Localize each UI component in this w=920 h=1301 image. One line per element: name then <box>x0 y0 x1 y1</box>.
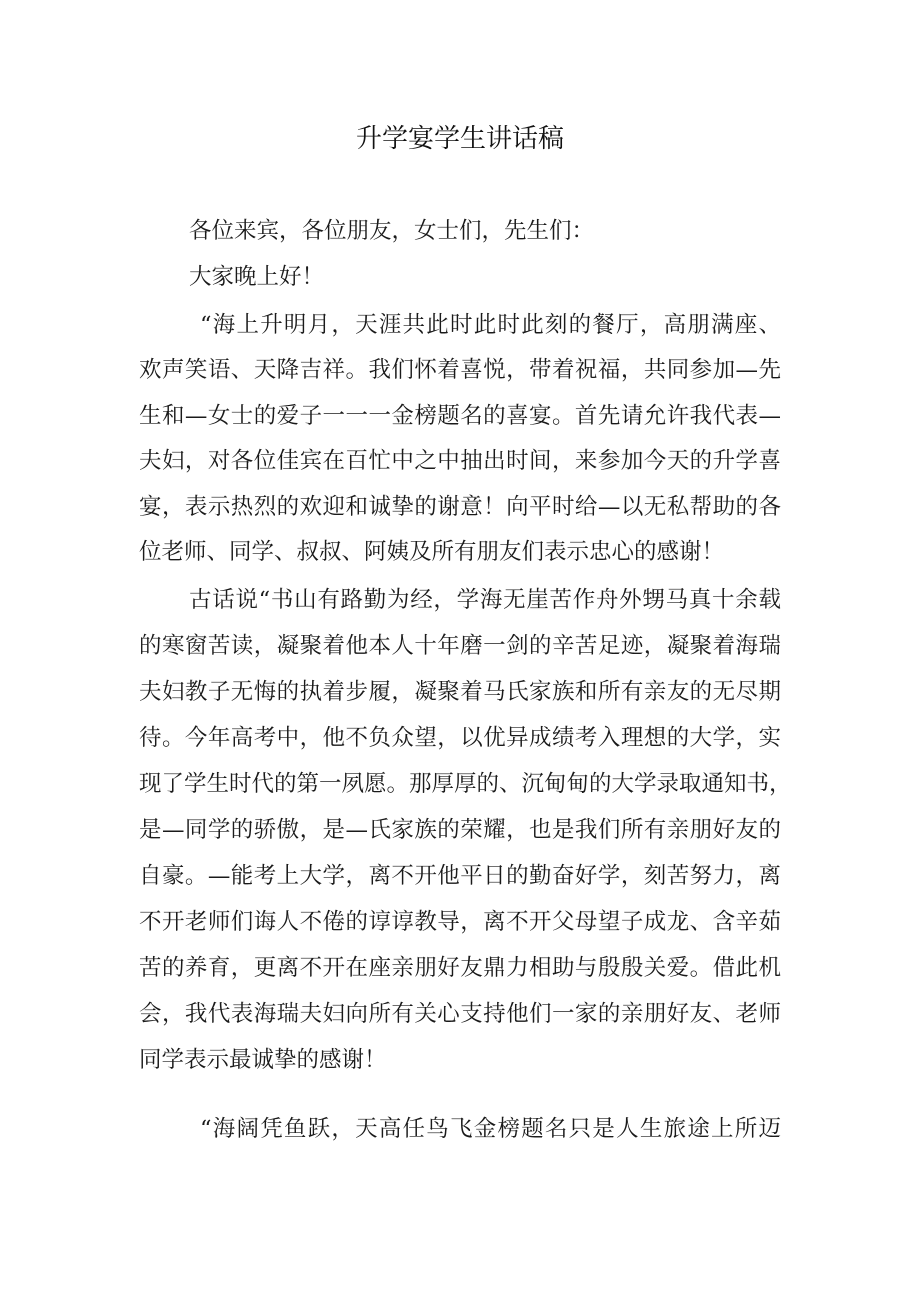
salutation-line: 各位来宾，各位朋友，女士们，先生们： <box>189 218 595 244</box>
paragraph-line: 生和—女士的爱子一一一金榜题名的喜宴。首先请允许我代表— <box>139 403 781 429</box>
document-title: 升学宴学生讲话稿 <box>355 124 564 154</box>
paragraph-line: 苦的养育，更离不开在座亲朋好友鼎力相助与殷殷关爱。借此机 <box>139 955 781 981</box>
paragraph-line: 现了学生时代的第一夙愿。那厚厚的、沉甸甸的大学录取通知书， <box>139 771 792 797</box>
paragraph-line: 同学表示最诚挚的感谢！ <box>139 1047 387 1073</box>
paragraph-line: 夫妇，对各位佳宾在百忙中之中抽出时间，来参加今天的升学喜 <box>139 448 781 474</box>
paragraph-line: “海阔凭鱼跃，天高任鸟飞金榜题名只是人生旅途上所迈 <box>200 1116 781 1142</box>
paragraph-line: 夫妇教子无悔的执着步履，凝聚着马氏家族和所有亲友的无尽期 <box>139 679 781 705</box>
paragraph-line: 自豪。—能考上大学，离不开他平日的勤奋好学，刻苦努力，离 <box>139 863 781 889</box>
paragraph-line: 位老师、同学、叔叔、阿姨及所有朋友们表示忠心的感谢！ <box>139 539 725 565</box>
paragraph-line: “海上升明月，天涯共此时此时此刻的餐厅，高朋满座、 <box>200 312 781 338</box>
paragraph-line: 宴，表示热烈的欢迎和诚挚的谢意！向平时给—以无私帮助的各 <box>139 494 781 520</box>
paragraph-line: 会，我代表海瑞夫妇向所有关心支持他们一家的亲朋好友、老师 <box>139 1001 781 1027</box>
paragraph-line: 待。今年高考中，他不负众望，以优异成绩考入理想的大学，实 <box>139 725 781 751</box>
paragraph-line: 欢声笑语、天降吉祥。我们怀着喜悦，带着祝福，共同参加—先 <box>139 357 781 383</box>
paragraph-line: 不开老师们诲人不倦的谆谆教导，离不开父母望子成龙、含辛茹 <box>139 909 781 935</box>
greeting-line: 大家晚上好！ <box>189 264 325 290</box>
paragraph-line: 的寒窗苦读，凝聚着他本人十年磨一剑的辛苦足迹，凝聚着海瑞 <box>139 633 781 659</box>
paragraph-line: 古话说“书山有路勤为经，学海无崖苦作舟外甥马真十余载 <box>189 587 781 613</box>
paragraph-line: 是—同学的骄傲，是—氏家族的荣耀，也是我们所有亲朋好友的 <box>139 817 781 843</box>
